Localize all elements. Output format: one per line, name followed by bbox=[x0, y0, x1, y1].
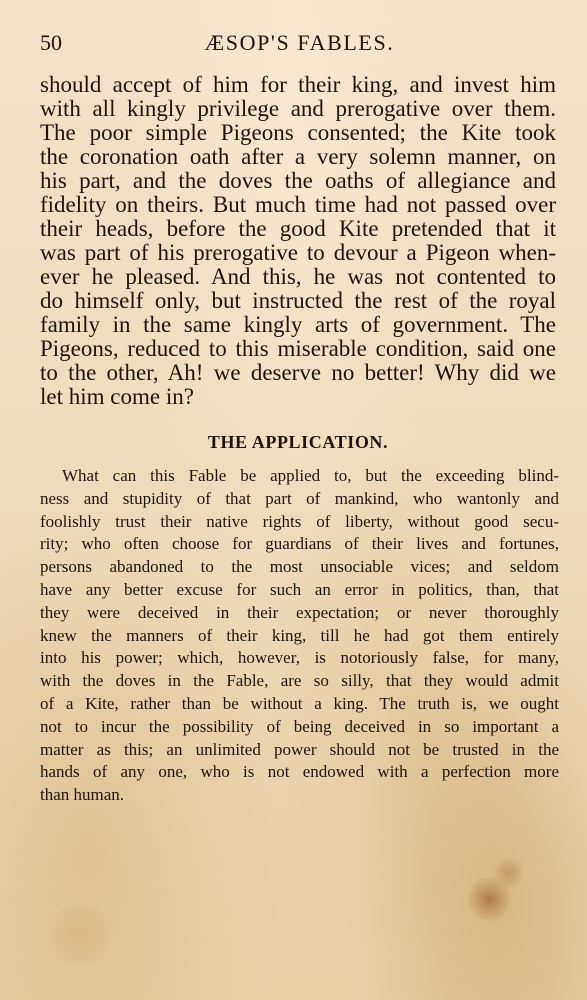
foxing-stain bbox=[492, 858, 526, 888]
text-line: The poor simple Pigeons consented; the Kite took bbox=[40, 120, 556, 145]
text-line: Pigeons, reduced to this miserable condition, said one bbox=[40, 336, 556, 361]
text-line: should accept of him for their king, and invest him bbox=[40, 72, 556, 97]
fable-text bbox=[40, 73, 556, 409]
text-line: foolishly trust their native rights of liberty, without good secu- bbox=[40, 511, 559, 531]
text-line: ever he pleased. And this, he was not contented to bbox=[40, 264, 556, 289]
text-line: was part of his prerogative to devour a Pigeon when- bbox=[40, 240, 556, 265]
text-line: they were deceived in their expectation; or never thoroughly bbox=[40, 602, 559, 622]
text-line: their heads, before the good Kite pretended that it bbox=[40, 216, 556, 241]
text-line: of a Kite, rather than be without a king. The truth is, we ought bbox=[40, 693, 559, 713]
text-line: matter as this; an unlimited power should not be trusted in the bbox=[40, 739, 559, 759]
text-line: with the doves in the Fable, are so silly, that they would admit bbox=[40, 671, 559, 691]
text-line: do himself only, but instructed the rest of the royal bbox=[40, 288, 556, 313]
text-line: not to incur the possibility of being deceived in so important a bbox=[40, 716, 559, 736]
text-line: his part, and the doves the oaths of allegiance and bbox=[40, 168, 556, 193]
application-text bbox=[40, 465, 559, 807]
text-line: rity; who often choose for guardians of their lives and fortunes, bbox=[40, 534, 559, 554]
page-header bbox=[40, 31, 559, 55]
text-line: ness and stupidity of that part of mankind, who wantonly and bbox=[40, 488, 559, 508]
page-number: 50 bbox=[40, 30, 62, 55]
text-line: family in the same kingly arts of government. The bbox=[40, 312, 556, 337]
text-line: with all kingly privilege and prerogative over them. bbox=[40, 96, 556, 121]
text-line: the coronation oath after a very solemn manner, on bbox=[40, 144, 556, 169]
text-line: to the other, Ah! we deserve no better! Why did we bbox=[40, 360, 556, 385]
foxing-stain bbox=[468, 876, 510, 922]
text-line: let him come in? bbox=[40, 384, 194, 409]
text-line: persons abandoned to the most unsociable vices; and seldom bbox=[40, 557, 559, 577]
foxing-stain bbox=[40, 905, 120, 965]
text-line: into his power; which, however, is notoriously false, for many, bbox=[40, 648, 559, 668]
section-heading: THE APPLICATION. bbox=[207, 432, 389, 452]
running-head: ÆSOP'S FABLES. bbox=[204, 30, 395, 55]
text-line: fidelity on theirs. But much time had not passed over bbox=[40, 192, 556, 217]
text-line: What can this Fable be applied to, but the exceeding blind- bbox=[62, 466, 559, 485]
text-line: knew the manners of their king, till he had got them entirely bbox=[40, 625, 559, 645]
text-line: than human. bbox=[40, 785, 125, 805]
text-line: hands of any one, who is not endowed with a perfection more bbox=[40, 762, 559, 782]
text-line: have any better excuse for such an error in politics, than, that bbox=[40, 579, 559, 599]
